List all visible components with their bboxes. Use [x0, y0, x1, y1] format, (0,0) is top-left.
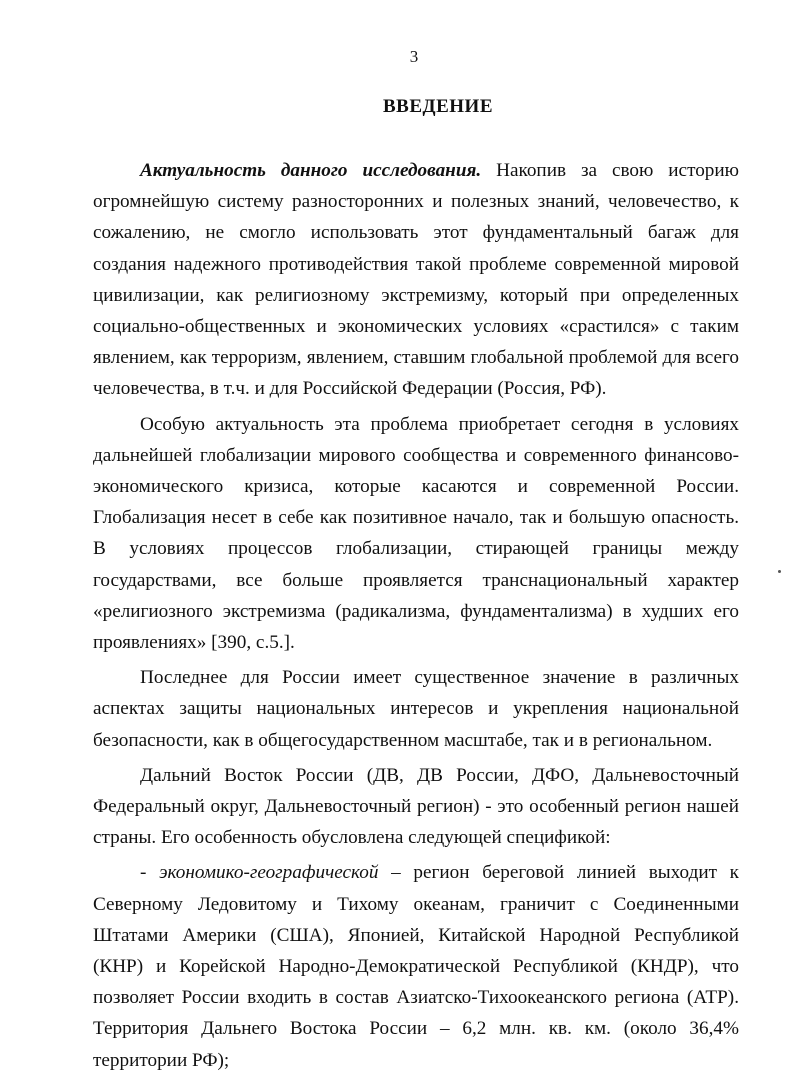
paragraph-far-east: Дальний Восток России (ДВ, ДВ России, ДФО, Дальневосточный Федеральный округ, Дальневосточный регион) - это особенный регион нашей страны. Его особенность обусловлена следующей спецификой: [93, 764, 739, 849]
list-dash: - [140, 862, 160, 884]
paragraph-emphasis: экономико-географической [159, 862, 379, 884]
paragraph-text: Накопив за свою историю огромнейшую систему разносторонних и полезных знаний, человечество, к сожалению, не смогло использовать этот фундаментальный багаж для создания надежного противодействия такой проблеме современной мировой цивилизации, как религиозному экстремизму, который при определенных социально-общественных и экономических условиях «срастился» с таким явлением, как терроризм, явлением, ставшим глобальной проблемой для всего человечества, в т.ч. и для Российской Федерации (Россия, РФ). [93, 160, 739, 400]
paragraph-geography [93, 857, 739, 1075]
paragraph-text: – регион береговой линией выходит к Северному Ледовитому и Тихому океанам, граничит с Соединенными Штатами Америки (США), Японией, Китайской Народной Республикой (КНР) и Корейской Народно-Демократической Республикой (КНДР), что позволяет России входить в состав Азиатско-Тихоокеанского региона (АТР). Территория Дальнего Востока России – 6,2 млн. кв. км. (около 36,4% территории РФ); [93, 862, 740, 1071]
document-body [93, 155, 739, 1076]
section-heading: ВВЕДЕНИЕ [383, 96, 493, 117]
paragraph-globalization: Особую актуальность эта проблема приобретает сегодня в условиях дальнейшей глобализации мирового сообщества и современного финансово-экономического кризиса, которые касаются и современной России. Глобализация несет в себе как позитивное начало, так и большую опасность. В условиях процессов глобализации, стирающей границы между государствами, все больше проявляется транснациональный характер «религиозного экстремизма (радикализма, фундаментализма) в худших его проявлениях» [390, с.5.]. [93, 413, 739, 654]
page-number: 3 [409, 47, 419, 66]
paragraph-relevance [93, 155, 739, 405]
paragraph-lead: Актуальность данного исследования. [140, 160, 482, 181]
scan-speck [778, 570, 781, 573]
paragraph-national-interests: Последнее для России имеет существенное значение в различных аспектах защиты национальных интересов и укрепления национальной безопасности, как в общегосударственном масштабе, так и в региональном. [93, 667, 739, 751]
